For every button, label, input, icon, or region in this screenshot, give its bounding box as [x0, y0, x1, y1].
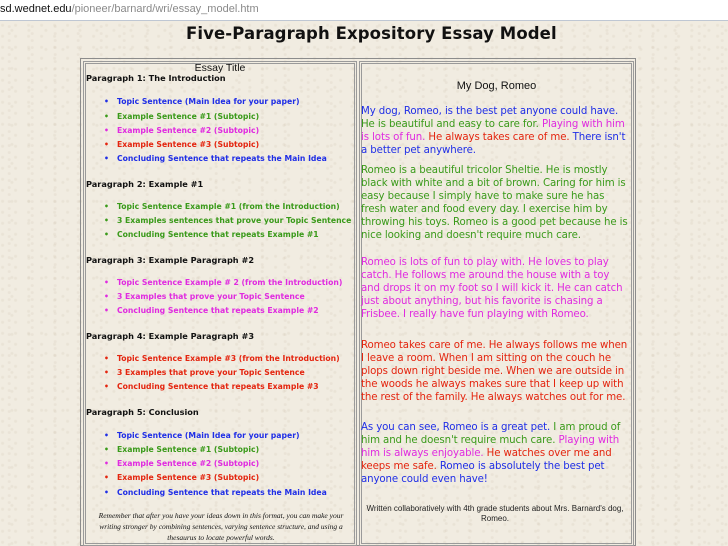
essay-sentence: As you can see, Romeo is a great pet. — [361, 422, 551, 433]
outline-item — [104, 431, 300, 440]
bullet-icon: • — [104, 488, 109, 497]
bullet-icon: • — [104, 459, 109, 468]
bullet-icon: • — [104, 202, 109, 211]
outline-item — [104, 292, 305, 301]
outline-item — [104, 306, 319, 315]
outline-item-text: Concluding Sentence that repeats the Main Idea — [117, 488, 327, 497]
outline-item-text: Topic Sentence Example # 2 (from the Introduction) — [117, 278, 343, 287]
essay-sentence: My dog, Romeo, is the best pet anyone could have. — [361, 106, 619, 117]
credit-note: Written collaboratively with 4th grade students about Mrs. Barnard's dog, Romeo. — [366, 504, 624, 523]
outline-item-text: 3 Examples sentences that prove your Topic Sentence — [117, 216, 352, 225]
outline-section-title: Paragraph 5: Conclusion — [86, 407, 199, 417]
outline-item — [104, 488, 327, 497]
bullet-icon: • — [104, 154, 109, 163]
outline-item-text: Concluding Sentence that repeats Example #3 — [117, 382, 319, 391]
bullet-icon: • — [104, 354, 109, 363]
bullet-icon: • — [104, 216, 109, 225]
bullet-icon: • — [104, 230, 109, 239]
essay-sentence: Romeo is a beautiful tricolor Sheltie. He is mostly black with white and a bit of brown. Caring for him is easy because I simply have to make sure he has fresh water and food every day. I exercise him by throwing his toys. Romeo is a good pet because he is nice looking and doesn't require much care. — [361, 165, 628, 242]
bullet-icon: • — [104, 292, 109, 301]
essay-paragraph — [361, 256, 631, 321]
essay-sentence: He is beautiful and easy to care for. — [361, 119, 539, 131]
outline-item-text: Topic Sentence (Main Idea for your paper) — [117, 97, 300, 106]
bullet-icon: • — [104, 431, 109, 440]
outline-section-title: Paragraph 3: Example Paragraph #2 — [86, 255, 255, 265]
outline-item-text: Example Sentence #1 (Subtopic) — [117, 445, 260, 454]
essay-paragraph — [361, 339, 631, 404]
outline-item — [104, 216, 351, 225]
outline-item — [104, 112, 259, 121]
bullet-icon: • — [104, 97, 109, 106]
outline-section-title: Paragraph 2: Example #1 — [86, 179, 204, 189]
url-host: sd.wednet.edu — [0, 3, 72, 15]
revision-note: Remember that after you have your ideas down in this format, you can make your writing stronger by combining sentences, varying sentence structure, and using a thesaurus to locate powerful words. — [98, 511, 344, 542]
essay-title-heading: Essay Title — [194, 62, 246, 74]
outline-section-title: Paragraph 4: Example Paragraph #3 — [86, 331, 255, 341]
outline-item — [104, 354, 340, 363]
outline-item-text: Example Sentence #2 (Subtopic) — [117, 459, 260, 468]
bullet-icon: • — [104, 382, 109, 391]
essay-paragraph — [361, 105, 631, 157]
essay-title: My Dog, Romeo — [456, 80, 537, 92]
outline-item-text: Example Sentence #1 (Subtopic) — [117, 112, 260, 121]
essay-sentence: I am proud of him and he doesn't require much care. — [361, 422, 621, 447]
bullet-icon: • — [104, 278, 109, 287]
outline-item — [104, 473, 259, 482]
bullet-icon: • — [104, 445, 109, 454]
bullet-icon: • — [104, 140, 109, 149]
outline-item-text: 3 Examples that prove your Topic Sentence — [117, 292, 305, 301]
page-title: Five-Paragraph Expository Essay Model — [186, 24, 557, 43]
bullet-icon: • — [104, 126, 109, 135]
essay-sentence: He always takes care of me. — [428, 132, 570, 144]
bullet-icon: • — [104, 368, 109, 377]
outline-item-text: Example Sentence #3 (Subtopic) — [117, 140, 260, 149]
outline-item-text: Concluding Sentence that repeats Example #2 — [117, 306, 319, 315]
essay-sentence: Romeo is absolutely the best pet anyone could even have! — [361, 461, 605, 486]
url-path: /pioneer/barnard/wri/essay_model.htm — [71, 3, 259, 15]
outline-item-text: 3 Examples that prove your Topic Sentence — [117, 368, 305, 377]
outline-item — [104, 230, 319, 239]
outline-item — [104, 368, 305, 377]
outline-item — [104, 278, 342, 287]
essay-sentence: He watches over me and keeps me safe. — [361, 448, 612, 473]
essay-sentence: Romeo takes care of me. He always follows me when I leave a room. When I am sitting on the couch he plops down right beside me. When we are outside in the woods he always makes sure that I keep up with the rest of the family. He always watches out for me. — [361, 340, 628, 404]
outline-item-text: Topic Sentence Example #3 (from the Introduction) — [117, 354, 340, 363]
outline-item — [104, 140, 259, 149]
bullet-icon: • — [104, 306, 109, 315]
outline-item-text: Example Sentence #2 (Subtopic) — [117, 126, 260, 135]
essay-sentence: Playing with him is always enjoyable. — [361, 435, 620, 460]
bullet-icon: • — [104, 473, 109, 482]
essay-paragraph — [361, 421, 631, 486]
outline-item-text: Example Sentence #3 (Subtopic) — [117, 473, 260, 482]
outline-item — [104, 459, 259, 468]
essay-sentence: Romeo is lots of fun to play with. He loves to play catch. He follows me around the house with a toy and drops it on my foot so I will kick it. He can catch just about anything, but his favorite is chasing a Frisbee. I really have fun playing with Romeo. — [361, 257, 623, 321]
outline-item — [104, 126, 259, 135]
outline-section-title: Paragraph 1: The Introduction — [86, 73, 226, 83]
outline-item — [104, 97, 300, 106]
outline-item-text: Topic Sentence (Main Idea for your paper) — [117, 431, 300, 440]
outline-item — [104, 382, 319, 391]
essay-paragraph — [361, 164, 631, 243]
address-bar[interactable] — [0, 0, 728, 21]
outline-item-text: Topic Sentence Example #1 (from the Introduction) — [117, 202, 340, 211]
outline-item — [104, 445, 259, 454]
essay-sentence: There isn't a better pet anywhere. — [361, 132, 626, 157]
bullet-icon: • — [104, 112, 109, 121]
outline-item — [104, 202, 340, 211]
outline-item-text: Concluding Sentence that repeats Example #1 — [117, 230, 319, 239]
essay-sentence: Playing with him is lots of fun. — [361, 119, 625, 144]
outline-item-text: Concluding Sentence that repeats the Main Idea — [117, 154, 327, 163]
outline-item — [104, 154, 327, 163]
